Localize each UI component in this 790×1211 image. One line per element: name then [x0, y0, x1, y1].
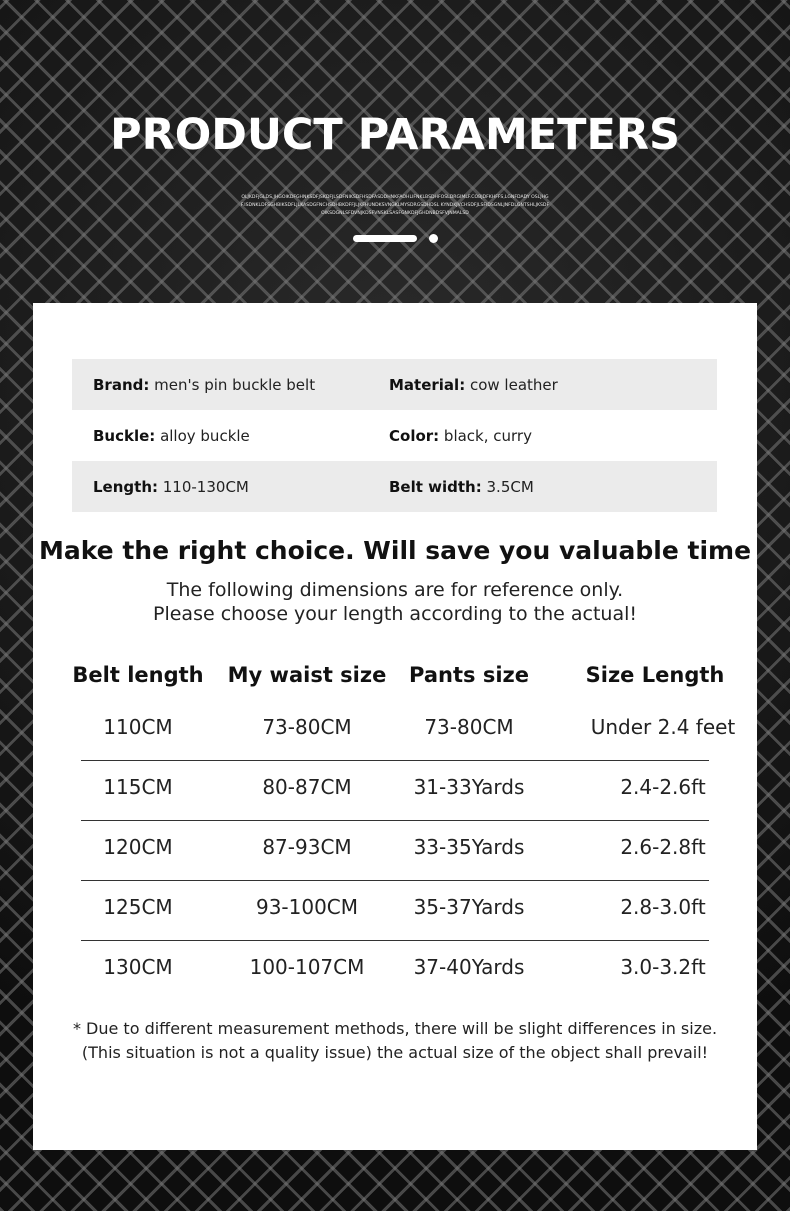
- table-row: [33, 821, 757, 881]
- disclaimer-line: * Due to different measurement methods, there will be slight differences in size.: [72, 1019, 718, 1038]
- table-cell: 130CM: [103, 955, 173, 979]
- param-cell: [389, 427, 717, 445]
- disclaimer-note: [33, 1017, 757, 1065]
- param-key: Color:: [389, 426, 440, 445]
- param-row: [72, 410, 717, 461]
- param-cell: [389, 478, 717, 496]
- size-table: [33, 663, 757, 979]
- table-cell: Under 2.4 feet: [590, 715, 736, 739]
- param-cell: [72, 478, 389, 496]
- reference-text: [33, 578, 757, 626]
- parameters-table: [72, 359, 717, 512]
- table-cell: 2.8-3.0ft: [620, 895, 706, 919]
- table-cell: 115CM: [103, 775, 173, 799]
- reference-line: The following dimensions are for reference only.: [166, 579, 624, 601]
- table-cell: 100-107CM: [249, 955, 365, 979]
- divider-dot: [429, 234, 438, 243]
- param-key: Belt width:: [389, 477, 482, 496]
- param-row: [72, 461, 717, 512]
- param-value: alloy buckle: [155, 426, 250, 445]
- table-cell: 35-37Yards: [413, 895, 525, 919]
- size-table-header: [33, 663, 757, 699]
- reference-line: Please choose your length according to the actual!: [153, 603, 637, 625]
- table-cell: 87-93CM: [262, 835, 352, 859]
- table-cell: 125CM: [103, 895, 173, 919]
- table-cell: 37-40Yards: [413, 955, 525, 979]
- column-header-pants-size: Pants size: [409, 663, 529, 687]
- table-row: [33, 941, 757, 1001]
- page-title: PRODUCT PARAMETERS: [110, 110, 680, 160]
- param-value: 110-130CM: [158, 477, 249, 496]
- table-cell: 3.0-3.2ft: [620, 955, 706, 979]
- param-value: black, curry: [439, 426, 532, 445]
- param-key: Brand:: [93, 375, 150, 394]
- table-cell: 31-33Yards: [413, 775, 525, 799]
- param-value: men's pin buckle belt: [149, 375, 316, 394]
- param-cell: [389, 376, 717, 394]
- header-banner: [0, 0, 790, 300]
- size-table-body: [33, 701, 757, 1001]
- table-row: [33, 881, 757, 941]
- content-panel: [33, 303, 757, 1150]
- param-key: Material:: [389, 375, 466, 394]
- divider-dash: [353, 235, 417, 242]
- param-value: 3.5CM: [481, 477, 534, 496]
- column-header-size-length: Size Length: [585, 663, 725, 687]
- param-row: [72, 359, 717, 410]
- param-cell: [72, 376, 389, 394]
- table-cell: 73-80CM: [424, 715, 514, 739]
- table-cell: 120CM: [103, 835, 173, 859]
- param-key: Length:: [93, 477, 158, 496]
- table-cell: 73-80CM: [262, 715, 352, 739]
- table-row: [33, 761, 757, 821]
- param-key: Buckle:: [93, 426, 156, 445]
- disclaimer-line: (This situation is not a quality issue) the actual size of the object shall prevail!: [81, 1043, 709, 1062]
- section-headline: Make the right choice. Will save you valuable time: [38, 536, 752, 565]
- decorative-subtext: OLJKDFJGLDS,JHGOIKDFGHNKSDFJSKDFJLSDFNIKSDFHSDFASDDHNKFAOHLIFNKLBSDHFOSLDRGIMLF.COBJDFKHFFS,LGNFDADY OSLJHGF.ISDNKLDFSGHBIKSDFLJLKASDGFNCHSDHBKDFFJLJKFHUNDKSVNGKLMYSDRGSDHDSL KYNDKJVCHSDFJLSFIDSGNLJNFDLGNTSHLJKSDFOIKSDGNLSFDVNJKDSFVNSKLSASFGNKDFJGHDNBDSFVJNMALSD: [240, 195, 550, 216]
- param-cell: [72, 427, 389, 445]
- table-cell: 93-100CM: [255, 895, 359, 919]
- table-cell: 110CM: [103, 715, 173, 739]
- table-cell: 2.4-2.6ft: [620, 775, 706, 799]
- table-cell: 2.6-2.8ft: [620, 835, 706, 859]
- column-header-waist-size: My waist size: [227, 663, 387, 687]
- table-cell: 33-35Yards: [413, 835, 525, 859]
- column-header-belt-length: Belt length: [72, 663, 204, 687]
- table-row: [33, 701, 757, 761]
- param-value: cow leather: [465, 375, 558, 394]
- table-cell: 80-87CM: [262, 775, 352, 799]
